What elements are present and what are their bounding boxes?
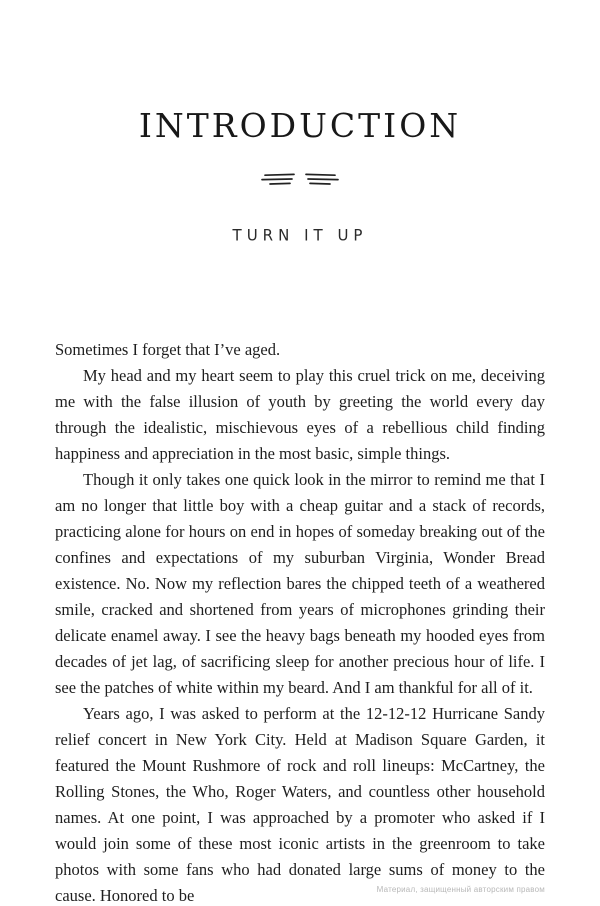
body-paragraph-2: My head and my heart seem to play this cruel trick on me, deceiving me with the false illusion of youth by greeting the world every day through the idealistic, mischievous eyes of a rebellious child finding happiness and appreciation in the most basic, simple things. — [55, 366, 545, 463]
chapter-subtitle: TURN IT UP — [232, 225, 368, 245]
chapter-title: INTRODUCTION — [138, 106, 462, 145]
divider-row — [0, 172, 600, 193]
copyright-watermark: Материал, защищенный авторским правом — [376, 885, 545, 894]
body-text — [55, 337, 545, 906]
body-paragraph-3: Though it only takes one quick look in the mirror to remind me that I am no longer that little boy with a cheap guitar and a stack of records, practicing alone for hours on end in hopes of someday breaking out of the confines and expectations of my suburban Virginia, Wonder Bread existence. No. Now my reflection bares the chipped teeth of a weathered smile, cracked and shortened from years of microphones grinding their delicate enamel away. I see the heavy bags beneath my hooded eyes from decades of jet lag, of sacrificing sleep for another precious hour of life. I see the patches of white within my beard. And I am thankful for all of it. — [55, 470, 545, 697]
divider-flourish-icon — [261, 172, 339, 193]
body-paragraph-1: Sometimes I forget that I’ve aged. — [55, 340, 281, 359]
body-paragraph-4: Years ago, I was asked to perform at the 12-12-12 Hurricane Sandy relief concert in New York City. Held at Madison Square Garden, it featured the Mount Rushmore of rock and roll lineups: McCartney, the Rolling Stones, the Who, Roger Waters, and countless other household names. At one point, I was approached by a promoter who asked if I would join some of these most iconic artists in the greenroom to take photos with some fans who had donated large sums of money to the cause. Honored to be — [55, 704, 545, 905]
